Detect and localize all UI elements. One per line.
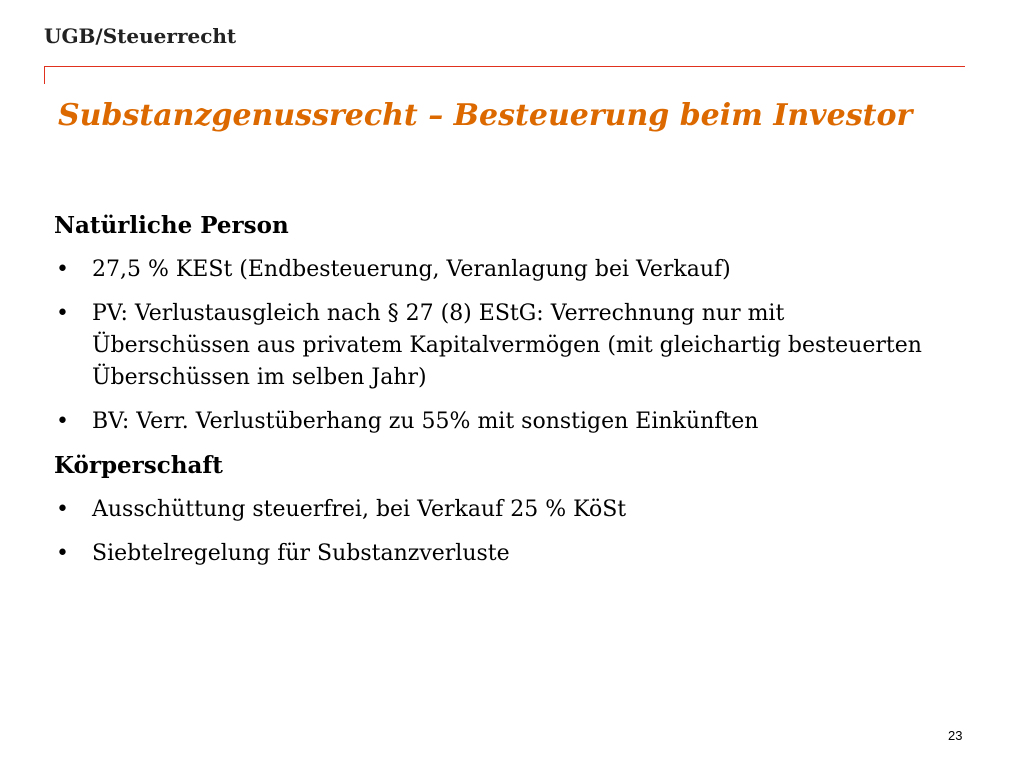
bullet-item — [54, 254, 934, 286]
section-heading: Natürliche Person — [54, 212, 289, 239]
bullet-item — [54, 538, 934, 570]
bullet-item — [54, 494, 934, 526]
bullet-list — [54, 254, 934, 438]
bullet-icon: • — [56, 409, 69, 434]
bullet-text: Ausschüttung steuerfrei, bei Verkauf 25 % KöSt — [92, 497, 627, 522]
section-natuerliche-person — [54, 210, 934, 438]
bullet-icon: • — [56, 497, 69, 522]
bullet-text: Siebtelregelung für Substanzverluste — [92, 541, 510, 566]
slide-title: Substanzgenussrecht – Besteuerung beim Investor — [58, 98, 913, 134]
bullet-text: 27,5 % KESt (Endbesteuerung, Veranlagung bei Verkauf) — [92, 257, 731, 282]
bullet-text: PV: Verlustausgleich nach § 27 (8) EStG: Verrechnung nur mit Überschüssen aus privatem Kapitalvermögen (mit gleichartig besteuerten Überschüssen im selben Jahr) — [92, 301, 922, 390]
bullet-item — [54, 406, 934, 438]
bullet-list — [54, 494, 934, 570]
section-heading: Körperschaft — [54, 452, 223, 479]
section-koerperschaft — [54, 450, 934, 570]
bullet-icon: • — [56, 257, 69, 282]
slide-content — [54, 210, 934, 582]
page-number: 23 — [948, 728, 963, 743]
header-rule — [44, 66, 965, 67]
bullet-item — [54, 298, 934, 394]
bullet-text: BV: Verr. Verlustüberhang zu 55% mit sonstigen Einkünften — [92, 409, 759, 434]
bullet-icon: • — [56, 541, 69, 566]
header-rule-tick — [44, 66, 45, 84]
bullet-icon: • — [56, 301, 69, 326]
header-label: UGB/Steuerrecht — [44, 24, 237, 48]
